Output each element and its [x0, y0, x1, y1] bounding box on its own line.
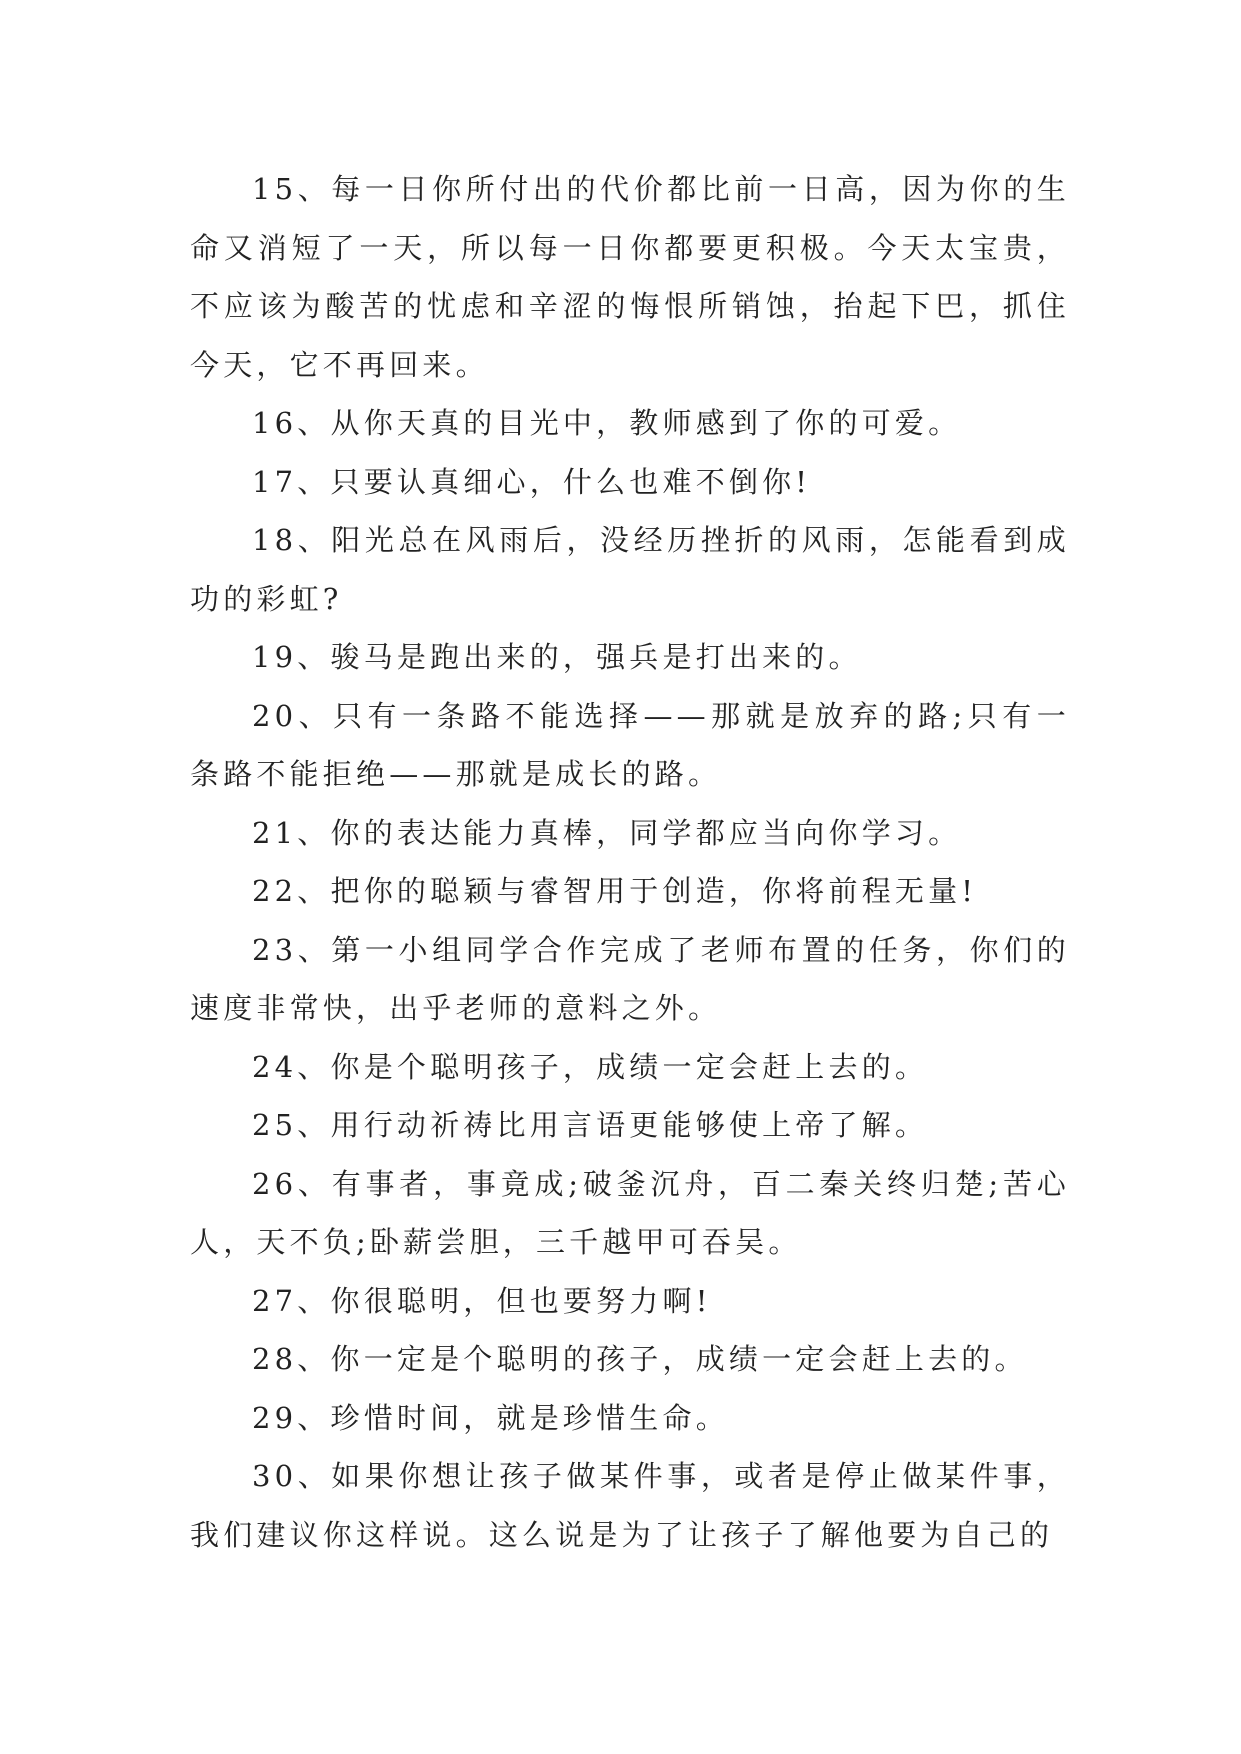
paragraph-24: 24、你是个聪明孩子，成绩一定会赶上去的。 [252, 1049, 929, 1084]
paragraph-20: 20、只有一条路不能选择——那就是放弃的路;只有一条路不能拒绝——那就是成长的路。 [190, 698, 1070, 791]
paragraph-15: 15、每一日你所付出的代价都比前一日高，因为你的生命又消短了一天，所以每一日你都要更积极。今天太宝贵，不应该为酸苦的忧虑和辛涩的悔恨所销蚀，抬起下巴，抓住今天，它不再回来。 [190, 172, 1070, 382]
paragraph-19: 19、骏马是跑出来的，强兵是打出来的。 [252, 640, 862, 674]
paragraph-26: 26、有事者，事竟成;破釜沉舟，百二秦关终归楚;苦心人，天不负;卧薪尝胆，三千越甲可吞吴。 [190, 1166, 1070, 1259]
paragraph-16: 16、从你天真的目光中，教师感到了你的可爱。 [252, 406, 962, 440]
paragraph-25: 25、用行动祈祷比用言语更能够使上帝了解。 [252, 1108, 929, 1142]
paragraph-28: 28、你一定是个聪明的孩子，成绩一定会赶上去的。 [252, 1342, 1028, 1376]
paragraph-21: 21、你的表达能力真棒，同学都应当向你学习。 [252, 815, 962, 850]
paragraph-18: 18、阳光总在风雨后，没经历挫折的风雨，怎能看到成功的彩虹? [190, 523, 1070, 616]
paragraph-23: 23、第一小组同学合作完成了老师布置的任务，你们的速度非常快，出乎老师的意料之外。 [190, 932, 1070, 1025]
paragraph-29: 29、珍惜时间，就是珍惜生命。 [252, 1400, 729, 1435]
paragraph-30: 30、如果你想让孩子做某件事，或者是停止做某件事，我们建议你这样说。这么说是为了让孩子了解他要为自己的 [190, 1459, 1070, 1552]
paragraph-27: 27、你很聪明，但也要努力啊! [252, 1283, 712, 1318]
paragraph-17: 17、只要认真细心，什么也难不倒你! [252, 464, 812, 499]
paragraph-22: 22、把你的聪颖与睿智用于创造，你将前程无量! [252, 874, 978, 908]
body-text [190, 160, 1070, 1564]
